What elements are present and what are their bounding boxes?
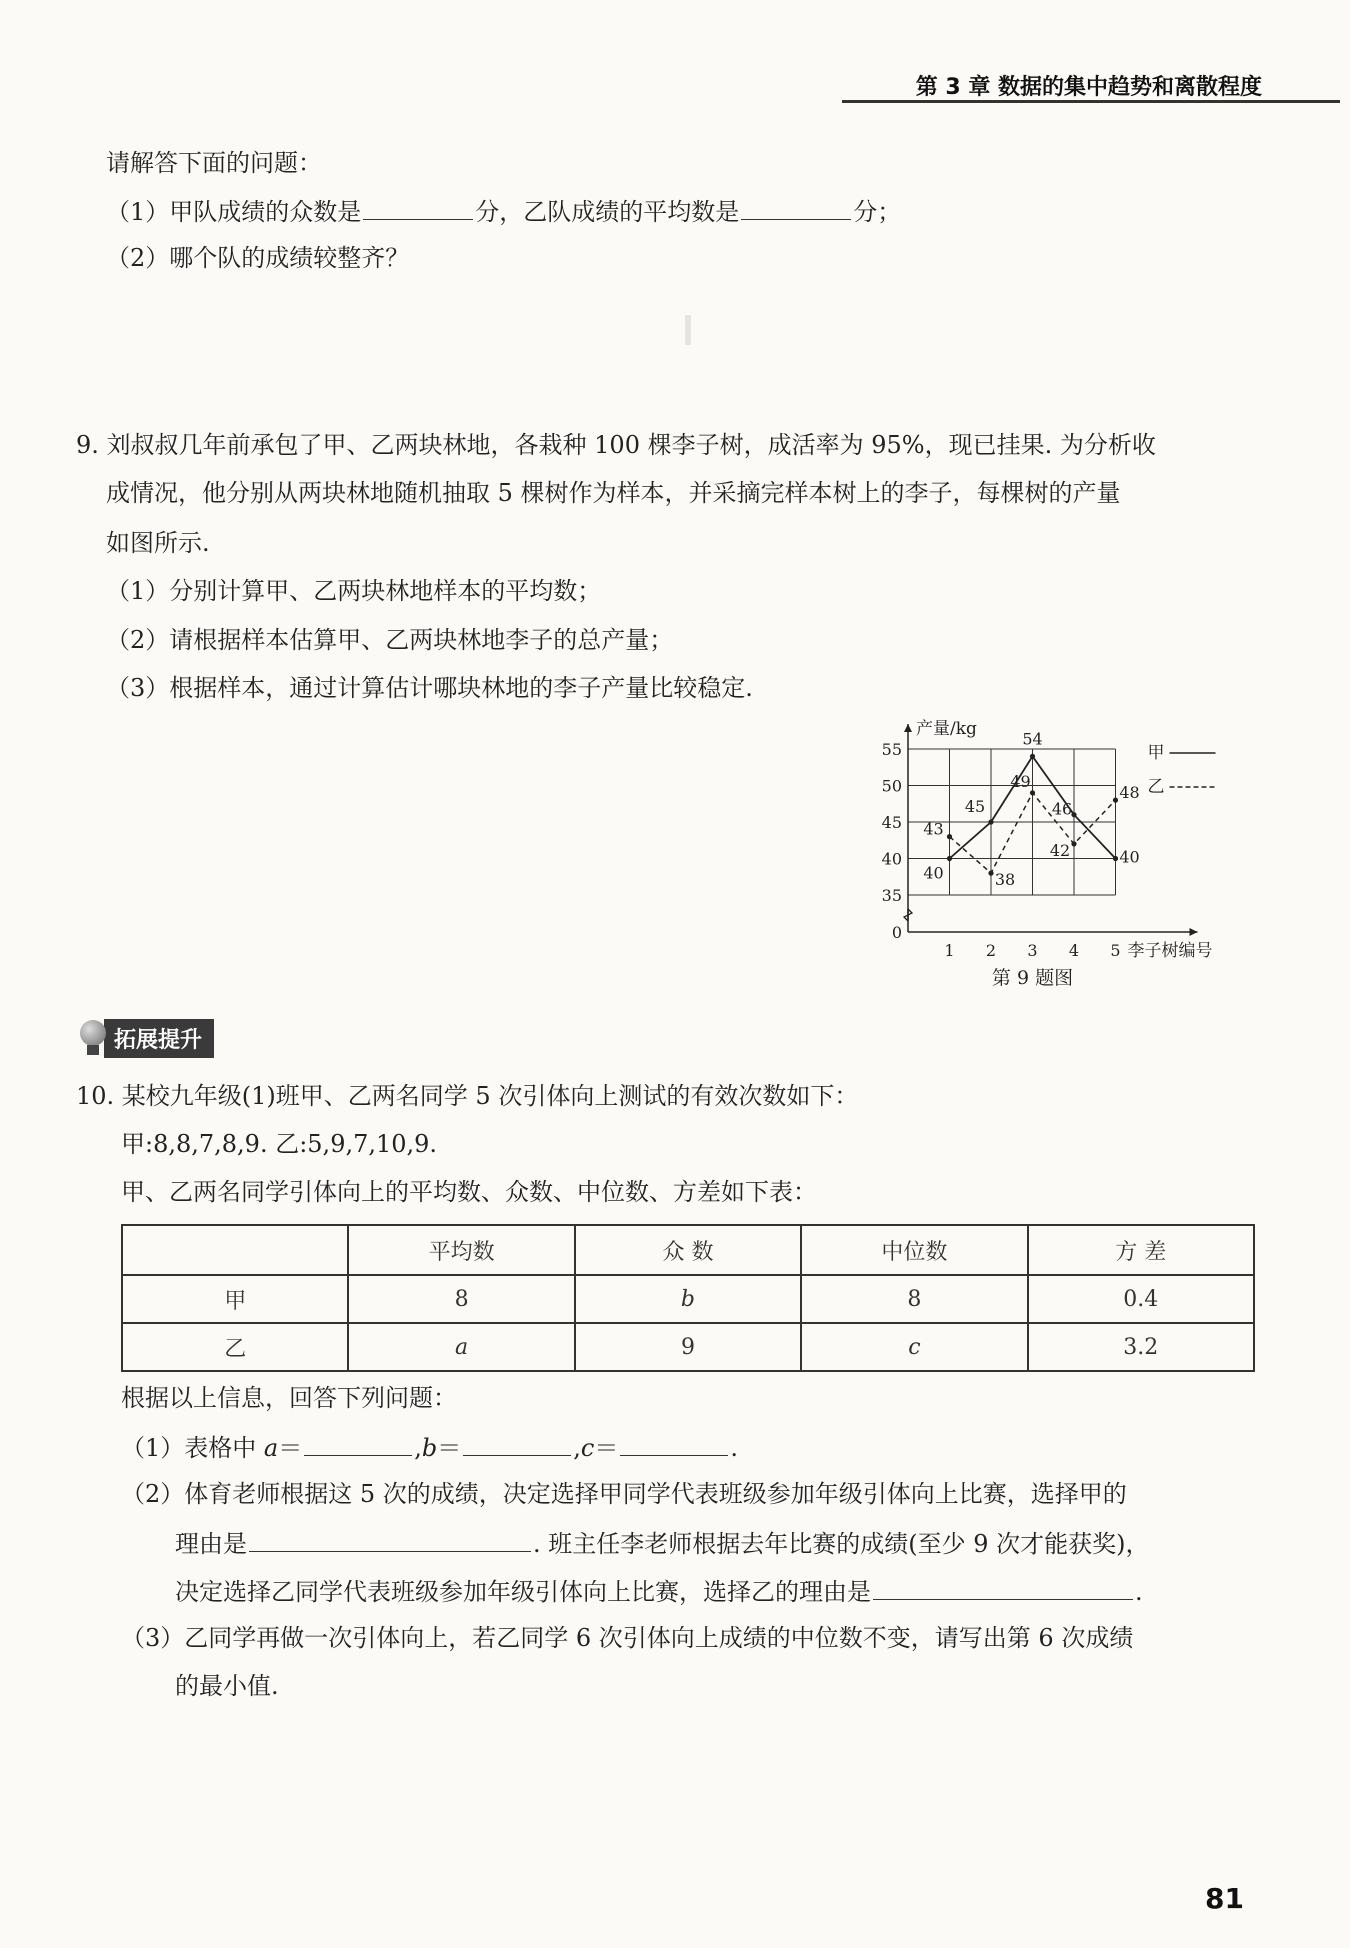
yield-chart — [868, 712, 1268, 1002]
table-header-cell: 中位数 — [801, 1225, 1027, 1275]
data-point-jia — [1113, 856, 1118, 861]
q8-part1-b: 分，乙队成绩的平均数是 — [475, 198, 740, 226]
q10-intro: 10. 某校九年级(1)班甲、乙两名同学 5 次引体向上测试的有效次数如下： — [76, 1082, 859, 1110]
data-point-jia — [947, 856, 952, 861]
answer-blank[interactable] — [463, 1429, 571, 1456]
q10-part2-line1: （2）体育老师根据这 5 次的成绩，决定选择甲同学代表班级参加年级引体向上比赛，选择甲的 — [121, 1480, 1127, 1508]
section-badge — [78, 1018, 214, 1058]
y-tick-label: 45 — [881, 813, 902, 832]
equals-sign: ＝ — [437, 1434, 462, 1462]
q10-part2-line3-text: 决定选择乙同学代表班级参加年级引体向上比赛，选择乙的理由是 — [175, 1578, 871, 1606]
data-label-yi: 42 — [1049, 840, 1071, 860]
stats-table — [121, 1224, 1255, 1372]
table-header-row — [122, 1225, 1254, 1275]
page-number: 81 — [1205, 1882, 1244, 1915]
table-header-cell: 众 数 — [575, 1225, 801, 1275]
answer-blank[interactable] — [249, 1525, 531, 1552]
equals-sign: ＝ — [278, 1434, 303, 1462]
var-a: a — [263, 1434, 279, 1462]
q10-part2-line2-rest: . 班主任李老师根据去年比赛的成绩(至少 9 次才能获奖)， — [533, 1530, 1150, 1558]
y-tick-label: 0 — [891, 923, 902, 942]
x-axis-label: 李子树编号 — [1127, 941, 1213, 961]
chart-caption: 第 9 题图 — [991, 967, 1074, 989]
data-label-jia: 45 — [964, 797, 986, 816]
x-tick-label: 3 — [1027, 941, 1038, 960]
page-header — [0, 60, 1350, 104]
table-cell: 乙 — [122, 1323, 348, 1371]
table-cell: b — [575, 1275, 801, 1323]
table-header-cell: 方 差 — [1028, 1225, 1254, 1275]
var-c: c — [580, 1434, 595, 1462]
section-badge-label: 拓展提升 — [104, 1019, 214, 1058]
header-rule — [842, 100, 1340, 103]
chart-svg — [868, 712, 1268, 1002]
answer-blank[interactable] — [873, 1573, 1133, 1600]
x-axis-arrow — [1190, 928, 1198, 936]
table-cell: 甲 — [122, 1275, 348, 1323]
legend-label-jia: 甲 — [1147, 743, 1165, 763]
q9-part2: （2）请根据样本估算甲、乙两块林地李子的总产量； — [106, 626, 674, 654]
answer-blank[interactable] — [741, 193, 851, 220]
data-label-jia: 46 — [1051, 799, 1073, 819]
scan-mark — [685, 315, 691, 345]
data-label-yi: 49 — [1010, 771, 1031, 791]
data-label-jia: 54 — [1022, 729, 1043, 749]
y-tick-label: 35 — [881, 886, 902, 905]
q9-line2: 成情况，他分别从两块林地随机抽取 5 棵树作为样本，并采摘完样本树上的李子，每棵树的产量 — [106, 479, 1121, 507]
q10-part1-end: . — [730, 1434, 738, 1462]
q9-line1: 9. 刘叔叔几年前承包了甲、乙两块林地，各栽种 100 棵李子树，成活率为 95%，现已挂果. 为分析收 — [76, 431, 1156, 459]
q10-part3-line2: 的最小值. — [175, 1672, 279, 1700]
x-tick-label: 4 — [1068, 941, 1080, 960]
data-label-jia: 40 — [923, 863, 944, 883]
q8-part1 — [106, 193, 901, 229]
q10-part1: （1）表格中 a＝ ,b＝ ,c＝ . — [121, 1429, 738, 1465]
q9-part1: （1）分别计算甲、乙两块林地样本的平均数； — [106, 577, 602, 605]
data-point-yi — [1071, 841, 1076, 846]
q10-part2-line3 — [175, 1573, 1143, 1609]
data-point-yi — [1113, 798, 1118, 803]
q8-part1-c: 分； — [853, 198, 902, 226]
q10-part2-line3-end: . — [1135, 1578, 1143, 1606]
data-label-yi: 43 — [923, 819, 944, 839]
y-axis-arrow — [904, 724, 912, 732]
x-tick-label: 1 — [944, 941, 955, 960]
data-point-yi — [988, 871, 993, 876]
q10-part1-lead: （1）表格中 — [121, 1434, 264, 1462]
table-cell: 9 — [575, 1323, 801, 1371]
table-header-cell: 平均数 — [348, 1225, 574, 1275]
data-label-yi: 48 — [1119, 783, 1140, 803]
data-point-yi — [947, 834, 952, 839]
table-cell: c — [801, 1323, 1027, 1371]
y-tick-label: 55 — [881, 740, 902, 759]
lightbulb-icon — [78, 1018, 108, 1058]
data-point-yi — [1030, 790, 1035, 795]
var-b: b — [421, 1434, 438, 1462]
y-tick-label: 50 — [881, 776, 902, 796]
q8-part1-a: （1）甲队成绩的众数是 — [106, 198, 362, 226]
legend-label-yi: 乙 — [1147, 777, 1165, 797]
x-tick-label: 5 — [1110, 941, 1121, 960]
table-cell: 8 — [801, 1275, 1027, 1323]
q10-answer-prompt: 根据以上信息，回答下列问题： — [121, 1384, 457, 1412]
q10-part2-line2 — [175, 1525, 1150, 1561]
q10-table-intro: 甲、乙两名同学引体向上的平均数、众数、中位数、方差如下表： — [121, 1178, 817, 1206]
answer-blank[interactable] — [620, 1429, 728, 1456]
y-axis-label: 产量/kg — [916, 719, 977, 739]
table-header-cell — [122, 1225, 348, 1275]
data-label-yi: 38 — [994, 870, 1016, 890]
q10-part3-line1: （3）乙同学再做一次引体向上，若乙同学 6 次引体向上成绩的中位数不变，请写出第 6 次成绩 — [121, 1624, 1134, 1652]
data-label-jia: 40 — [1119, 847, 1140, 867]
q10-data-line: 甲:8,8,7,8,9. 乙:5,9,7,10,9. — [121, 1130, 438, 1158]
chapter-title: 第 3 章 数据的集中趋势和离散程度 — [915, 75, 1262, 100]
data-point-jia — [988, 819, 993, 824]
q9-line3: 如图所示. — [106, 529, 210, 557]
table-cell: 3.2 — [1028, 1323, 1254, 1371]
table-cell: 8 — [348, 1275, 574, 1323]
answer-blank[interactable] — [363, 193, 473, 220]
table-row — [122, 1275, 1254, 1323]
equals-sign: ＝ — [594, 1434, 619, 1462]
q8-prompt: 请解答下面的问题： — [106, 149, 322, 177]
table-cell: a — [348, 1323, 574, 1371]
table-cell: 0.4 — [1028, 1275, 1254, 1323]
table-row — [122, 1323, 1254, 1371]
q10-part2-reason-label: 理由是 — [175, 1530, 247, 1558]
q8-part2: （2）哪个队的成绩较整齐？ — [106, 244, 410, 272]
q9-part3: （3）根据样本，通过计算估计哪块林地的李子产量比较稳定. — [106, 674, 753, 702]
x-tick-label: 2 — [985, 941, 997, 960]
data-point-jia — [1030, 754, 1035, 759]
answer-blank[interactable] — [304, 1429, 412, 1456]
y-tick-label: 40 — [881, 849, 902, 869]
